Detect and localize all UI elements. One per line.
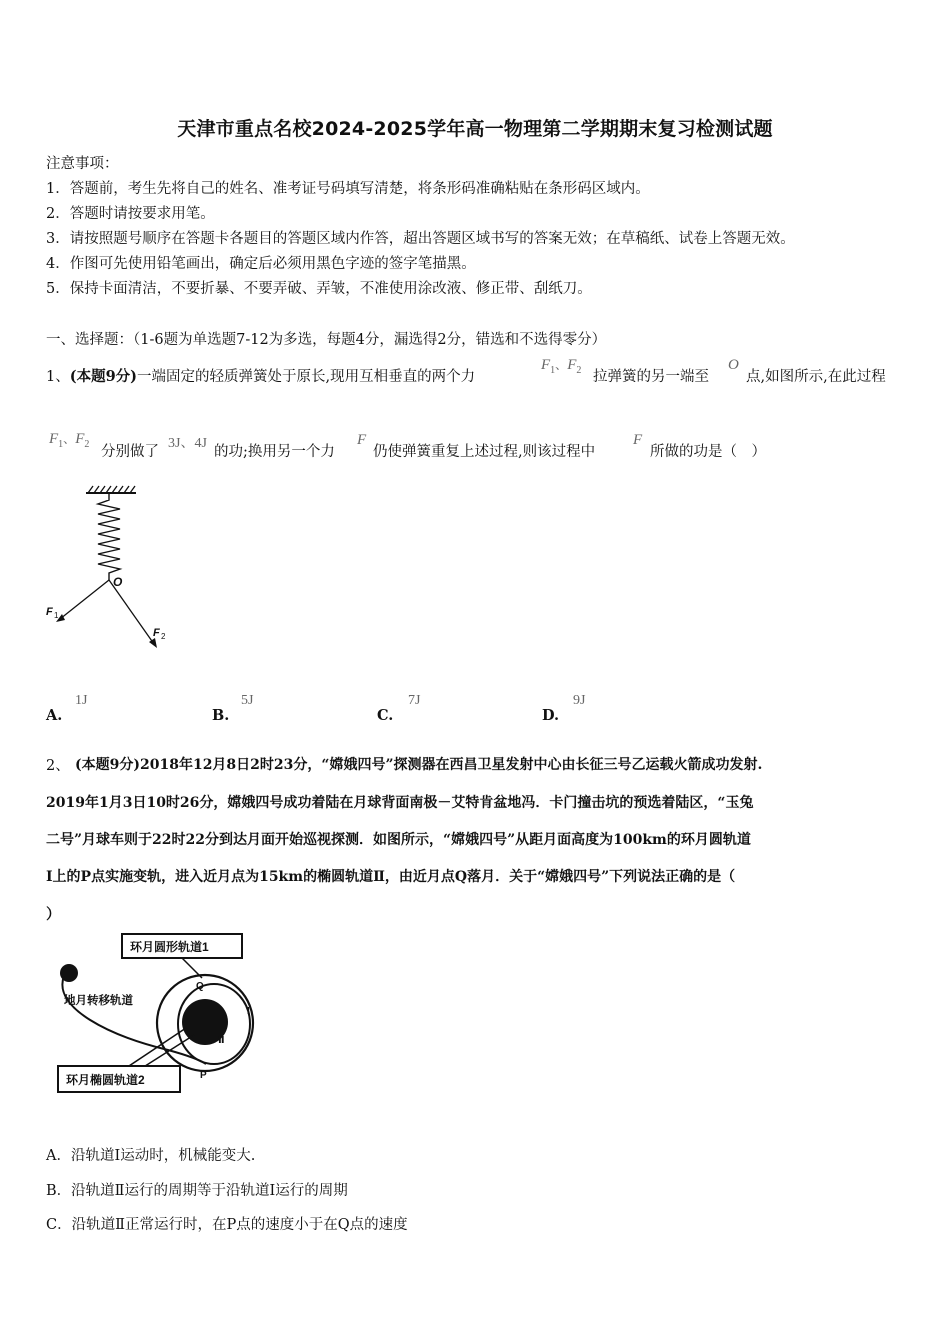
q2-line: 二号”月球车则于22时22分到达月面开始巡视探测．如图所示，“嫦娥四号”从距月面高度为100km的环月圆轨道 — [46, 832, 751, 848]
f1-symbol: F — [541, 357, 551, 373]
q2-line: (本题9分)2018年12月8日2时23分，“嫦娥四号”探测器在西昌卫星发射中心由长征三号乙运载火箭成功发射. — [75, 757, 763, 773]
label-f2: F — [153, 627, 160, 639]
ceiling-hatch — [88, 486, 135, 493]
f1-subscript: 1 — [550, 365, 556, 377]
notice-heading: 注意事项： — [46, 156, 119, 172]
f2-subscript: 2 — [576, 365, 582, 377]
notice-item: 3．请按照题号顺序在答题卡各题目的答题区域内作答，超出答题区域书写的答案无效；在草稿纸、试卷上答题无效。 — [46, 231, 795, 247]
notice-item: 2．答题时请按要求用笔。 — [46, 206, 215, 222]
q2-option-a: A．沿轨道Ⅰ运动时，机械能变大. — [46, 1148, 256, 1164]
q2-line: Ⅰ上的P点实施变轨，进入近月点为15km的椭圆轨道Ⅱ，由近月点Q落月．关于“嫦娥四号”下列说法正确的是（ — [46, 869, 736, 885]
label-i: I — [247, 1006, 250, 1017]
f-symbol: F — [633, 432, 643, 448]
q1-text: 分别做了 — [101, 444, 159, 460]
label-f2-sub: 2 — [161, 632, 166, 641]
separator: 、 — [555, 358, 568, 372]
q1-text: 点,如图所示,在此过程 — [746, 369, 886, 385]
q1-symbol-f1-f2 — [541, 354, 581, 376]
f2-symbol: F — [567, 357, 577, 373]
q1-text: 拉弹簧的另一端至 — [593, 369, 709, 385]
spring — [98, 493, 120, 580]
option-d-key: D. — [542, 707, 560, 724]
notice-item: 5．保持卡面清洁，不要折暴、不要弄破、弄皱，不准使用涂改液、修正带、刮纸刀。 — [46, 281, 592, 297]
label-f1: F — [46, 606, 53, 618]
f-symbol: F — [357, 432, 367, 448]
point-o-symbol: O — [728, 357, 739, 373]
spring-diagram — [40, 480, 180, 660]
f2-subscript: 2 — [84, 439, 90, 451]
notice-item: 1．答题前，考生先将自己的姓名、准考证号码填写清楚，将条形码准确粘贴在条形码区域内。 — [46, 181, 650, 197]
label-p: P — [200, 1070, 207, 1081]
notice-item: 4．作图可先使用铅笔画出，确定后必须用黑色字迹的签字笔描黑。 — [46, 256, 476, 272]
circle-orbit-label: 环月圆形轨道1 — [130, 940, 209, 954]
page-title: 天津市重点名校2024-2025学年高一物理第二学期期末复习检测试题 — [177, 118, 773, 140]
q2-number: 2、 — [46, 758, 70, 774]
f1-symbol: F — [49, 431, 59, 447]
option-b-key: B. — [212, 707, 230, 724]
label-f1-sub: 1 — [54, 611, 59, 620]
q1-text: 所做的功是（ ） — [650, 444, 766, 460]
label-q: Q — [196, 981, 204, 992]
option-d-value: 9J — [573, 693, 586, 708]
q1-text: 的功;换用另一个力 — [214, 444, 335, 460]
q1-line1 — [46, 365, 475, 386]
option-c-value: 7J — [408, 693, 421, 708]
q1-text: 仍使弹簧重复上述过程,则该过程中 — [373, 444, 596, 460]
transfer-orbit-label: 地月转移轨道 — [64, 995, 133, 1007]
q1-text: 一端固定的轻质弹簧处于原长,现用互相垂直的两个力 — [137, 369, 476, 385]
q2-option-c: C．沿轨道Ⅱ正常运行时，在P点的速度小于在Q点的速度 — [46, 1217, 408, 1233]
f2-arrow — [109, 580, 154, 644]
option-a-key: A. — [46, 707, 63, 724]
label-o: O — [113, 575, 123, 589]
section-heading: 一、选择题：（1-6题为单选题7-12为多选，每题4分，漏选得2分，错选和不选得零分） — [46, 332, 607, 348]
q1-score: (本题9分) — [69, 368, 138, 385]
separator: 、 — [63, 432, 76, 446]
q2-line: 2019年1月3日10时26分，嫦娥四号成功着陆在月球背面南极－艾特肯盆地冯．卡门撞击坑的预选着陆区，“玉兔 — [46, 795, 754, 811]
f1-arrow — [60, 580, 109, 619]
f2-symbol: F — [75, 431, 85, 447]
q1-symbol-f1-f2 — [49, 428, 89, 450]
option-c-key: C. — [377, 707, 394, 724]
label-ii: Ⅱ — [218, 1035, 225, 1046]
option-a-value: 1J — [75, 693, 88, 708]
q2-option-b: B．沿轨道Ⅱ运行的周期等于沿轨道Ⅰ运行的周期 — [46, 1183, 348, 1199]
q2-line: ） — [46, 906, 61, 923]
f1-subscript: 1 — [58, 439, 64, 451]
work-values: 3J、4J — [168, 436, 207, 451]
lunar-orbit-diagram — [50, 928, 290, 1108]
option-b-value: 5J — [241, 693, 254, 708]
q1-number: 1、 — [46, 369, 70, 385]
ellipse-orbit-label: 环月椭圆轨道2 — [66, 1073, 145, 1087]
